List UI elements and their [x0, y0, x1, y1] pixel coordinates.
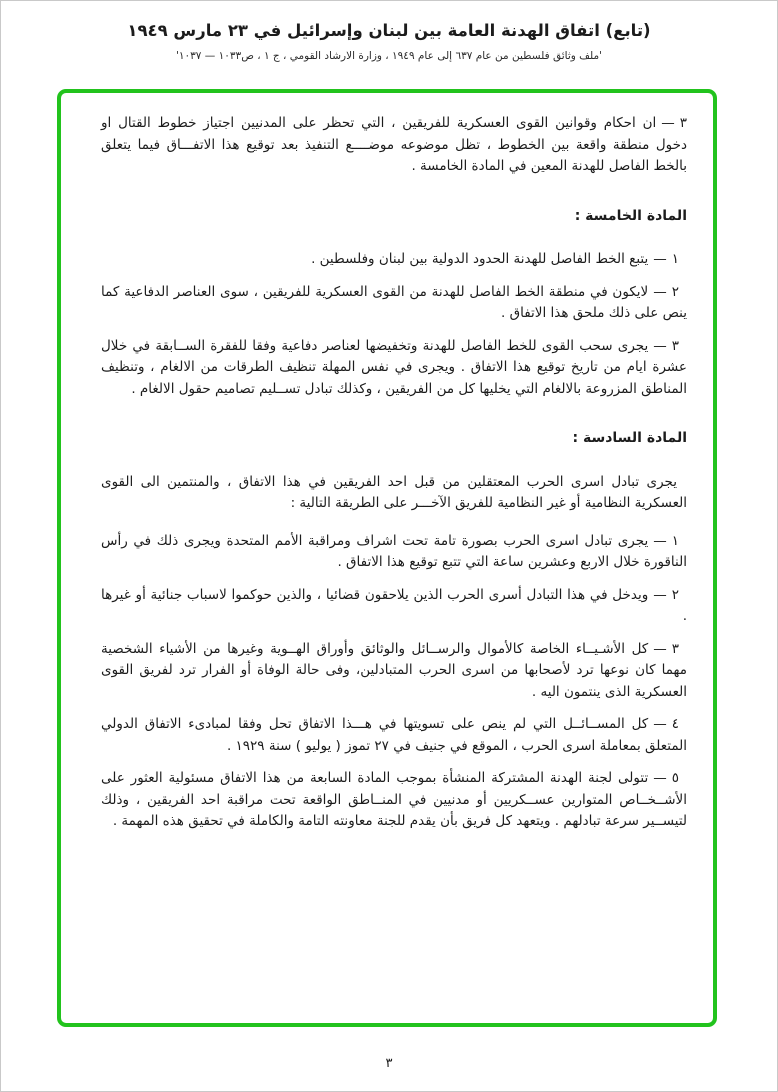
- item-dash: —: [653, 251, 667, 267]
- item-number: ٣: [679, 115, 687, 131]
- numbered-item: [101, 282, 687, 325]
- item-text: ان احكام وقوانين القوى العسكرية للفريقين ، التي تحظر على المدنيين اجتياز خطوط القتال او دخول منطقة واقعة بين الخطوط ، تظل موضوعه موضــــع التنفيذ بعد توقيع هذا الاتفـــاق فيما يتعلق بالخط الفاصل للهدنة المعين في المادة الخامسة .: [101, 115, 687, 174]
- item-dash: —: [653, 586, 667, 603]
- item-number: ٢: [671, 586, 679, 603]
- document-body: [61, 93, 713, 854]
- numbered-item: [101, 531, 687, 574]
- numbered-item: [101, 113, 687, 178]
- article-heading: المادة الخامسة :: [574, 207, 687, 224]
- page-title: (تابع) اتفاق الهدنة العامة بين لبنان وإسرائيل في ٢٣ مارس ١٩٤٩: [127, 21, 651, 40]
- item-number: ٢: [671, 283, 679, 300]
- item-dash: —: [653, 532, 667, 549]
- article-heading: المادة السادسة :: [572, 430, 687, 446]
- item-text: ويدخل في هذا التبادل أسرى الحرب الذين يلاحقون قضائيا ، والذين حوكموا لاسباب جنائية أو غيرها .: [101, 586, 687, 624]
- item-text: يجرى سحب القوى للخط الفاصل للهدنة وتخفيضها لعناصر دفاعية وفقا للفقرة الســابقة في خلال عشرة ايام من تاريخ توقيع هذا الاتفاق . ويجرى في نفس المهلة تنظيف الطرقات من الالغام ، وتنظيف المناطق المزروعة بالالغام التي يخليها كل من الفريقين ، وكذلك تبادل تســليم تصاميم حقول الالغام .: [101, 337, 687, 397]
- numbered-item: [101, 768, 687, 833]
- item-number: ٣: [671, 640, 679, 657]
- item-text: يجرى تبادل اسرى الحرب بصورة تامة تحت اشراف ومراقبة الأمم المتحدة ويجرى ذلك في رأس الناقورة خلال الاربع وعشرين ساعة التي تتبع توقيع هذا الاتفاق .: [101, 532, 687, 570]
- document-header: [1, 21, 777, 62]
- item-dash: —: [653, 640, 667, 657]
- item-dash: —: [653, 716, 667, 732]
- item-number: ٣: [671, 337, 679, 354]
- numbered-item: [101, 639, 687, 704]
- item-dash: —: [653, 770, 667, 786]
- item-text: لايكون في منطقة الخط الفاصل للهدنة من القوى العسكرية للفريقين ، سوى العناصر الدفاعية كما ينص على ذلك ملحق هذا الاتفاق .: [101, 283, 687, 321]
- highlight-box: [57, 89, 717, 1027]
- item-dash: —: [653, 337, 667, 354]
- item-text: كل الأشـيــاء الخاصة كالأموال والرســائل والوثائق وأوراق الهــوية وغيرها من الأشياء الشخصية مهما كان نوعها ترد لأصحابها من اسرى الحرب المتبادلين، وفى حالة الوفاة أو الفرار ترد لفريق القوى العسكرية الذى ينتمون اليه .: [101, 640, 687, 700]
- item-number: ٤: [671, 716, 679, 732]
- item-dash: —: [653, 283, 667, 300]
- numbered-item: [101, 585, 687, 628]
- item-number: ١: [671, 251, 679, 267]
- numbered-item: [101, 336, 687, 401]
- item-text: كل المســائــل التي لم ينص على تسويتها في هـــذا الاتفاق تحل وفقا لمبادىء الاتفاق الدولي المتعلق بمعاملة اسرى الحرب ، الموقع في جنيف في ٢٧ تموز ( يوليو ) سنة ١٩٢٩ .: [101, 716, 687, 754]
- item-number: ٥: [671, 770, 679, 786]
- numbered-item: [101, 249, 687, 271]
- source-citation: 'ملف وثائق فلسطين من عام ٦٣٧ إلى عام ١٩٤٩ ، وزارة الارشاد القومي ، ج ١ ، ص١٠٣٣ — ١٠٣٧': [175, 50, 603, 62]
- item-number: ١: [671, 532, 679, 549]
- numbered-item: [101, 714, 687, 757]
- page-number: ٣: [385, 1056, 393, 1071]
- paragraph: يجرى تبادل اسرى الحرب المعتقلين من قبل احد الفريقين في هذا الاتفاق ، والمنتمين الى القوى العسكرية النظامية أو غير النظامية للفريق الآخـــر على الطريقة التالية :: [101, 473, 687, 511]
- item-text: تتولى لجنة الهدنة المشتركة المنشأة بموجب المادة السابعة من هذا الاتفاق مسئولية العثور على الأشــخــاص المتوارين عســكريين أو مدنيين في المنــاطق الواقعة تحت مراقبة احد الفريقين ، وذلك لتيســير سرعة تبادلهم . ويتعهد كل فريق بأن يقدم للجنة معاونته التامة والكاملة في تحقيق هذه المهمة .: [101, 770, 687, 829]
- item-dash: —: [661, 115, 675, 131]
- item-text: يتبع الخط الفاصل للهدنة الحدود الدولية بين لبنان وفلسطين .: [311, 251, 649, 267]
